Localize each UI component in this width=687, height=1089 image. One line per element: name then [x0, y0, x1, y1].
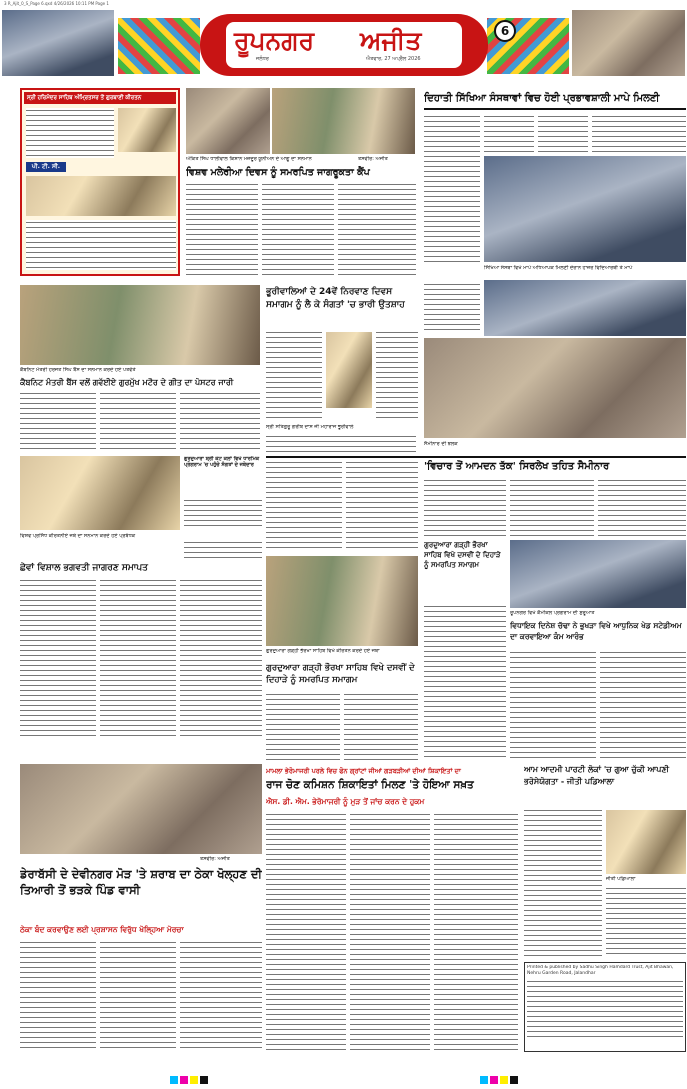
story5-headline-box [266, 286, 416, 324]
story13-portrait [606, 810, 686, 874]
story12-subheadline: ਐਸ. ਡੀ. ਐਮ. ਭੇਰੋਮਾਜਰੀ ਨੂੰ ਮੁੜ ਤੋਂ ਜਾਂਚ ਕਰਨ ਦੇ ਹੁਕਮ [266, 797, 425, 806]
story13-col2 [606, 886, 686, 958]
story9-col3 [266, 692, 340, 760]
story14-subheadline: ਠੇਕਾ ਬੰਦ ਕਰਵਾਉਣ ਲਈ ਪ੍ਰਸ਼ਾਸਨ ਵਿਰੁੱਧ ਖੋਲ੍ਹਿਆ ਮੋਰਚਾ [20, 925, 184, 934]
story5-col2 [376, 330, 418, 420]
story8-col1 [20, 578, 96, 738]
story6-col1 [424, 478, 506, 536]
magenta-swatch-2 [490, 1076, 498, 1084]
story9-col1 [266, 460, 342, 550]
magenta-swatch [180, 1076, 188, 1084]
imprint-lines [527, 979, 683, 1041]
story3-col1 [424, 114, 480, 264]
story14-headline-box [20, 866, 262, 922]
story2-headline: ਵਿਸ਼ਵ ਮਲੇਰੀਆ ਦਿਵਸ ਨੂੰ ਸਮਰਪਿਤ ਜਾਗਰੂਕਤਾ ਕੈਂਪ [186, 167, 370, 178]
story9-headline: ਗੁਰਦੁਆਰਾ ਗੜ੍ਹੀ ਭੌਰਖਾ ਸਾਹਿਬ ਵਿਖੇ ਦਸਵੀਂ ਦੇ ਦਿਹਾੜੇ ਨੂੰ ਸਮਰਪਿਤ ਸਮਾਗਮ [266, 663, 415, 685]
ptc-ad [20, 88, 180, 276]
story14-photo [20, 764, 262, 854]
story5-caption: ਸ੍ਰੀ ਸਤਿਗੁਰੂ ਗਰੀਬ ਦਾਸ ਜੀ ਮਹਾਰਾਜ ਭੂਰੀਵਾਲੇ [266, 424, 354, 430]
story3-caption: ਸਿੱਖਿਆ ਸੰਸਥਾ ਵਿਖੇ ਮਾਪੇ ਅਧਿਆਪਕ ਮਿਲਣੀ ਦੌਰਾਨ ਹਾਜ਼ਰ ਵਿਦਿਆਰਥੀ ਤੇ ਮਾਪੇ [484, 265, 633, 271]
story4-caption: ਕੈਬਨਿਟ ਮੰਤਰੀ ਹਰਜੋਤ ਸਿੰਘ ਬੈਂਸ ਦਾ ਸਨਮਾਨ ਕਰਦੇ ਹੋਏ ਪਤਵੰਤੇ [20, 367, 136, 373]
story1-photo-a [186, 88, 270, 154]
story13-caption: ਜੀਤੀ ਪਡਿਆਲਾ [606, 876, 636, 882]
story9-col2 [346, 460, 418, 550]
story11-headline: ਵਿਧਾਇਕ ਦਿਨੇਸ਼ ਚੱਢਾ ਨੇ ਭੁਖੜਾ ਵਿਖੇ ਆਧੁਨਿਕ ਖੇਡ ਸਟੇਡੀਅਮ ਦਾ ਕਰਵਾਇਆ ਕੰਮ ਆਰੰਭ [510, 621, 682, 641]
story5-col3 [266, 434, 416, 454]
edition-date: ਐਤਵਾਰ, 27 ਅਪ੍ਰੈਲ 2026 [366, 56, 421, 62]
story3-photo [484, 156, 686, 262]
ad-text-2 [26, 220, 176, 270]
story7-caption: ਵਿਸ਼ਵ ਪ੍ਰਸਿੱਧ ਕੀਰਤਨੀਏ ਜਥੇ ਦਾ ਸਨਮਾਨ ਕਰਦੇ ਹੋਏ ਪ੍ਰਬੰਧਕ [20, 533, 136, 539]
story6-caption: ਸੈਮੀਨਾਰ ਦੀ ਝਲਕ [424, 441, 458, 447]
ad-temple-image [118, 108, 176, 152]
story10-title: ਗੁਰਦੁਆਰਾ ਗੜ੍ਹੀ ਭੌਰਖਾ ਸਾਹਿਬ ਵਿਖੇ ਦਸਵੀਂ ਦੇ ਦਿਹਾੜੇ ਨੂੰ ਸਮਰਪਿਤ ਸਮਾਗਮ [424, 541, 501, 569]
story12-col3 [434, 812, 518, 1052]
story6-text-top [424, 282, 480, 330]
story9-col4 [344, 692, 418, 760]
story8-headline: ਛੇਵਾਂ ਵਿਸ਼ਾਲ ਭਗਵਤੀ ਜਾਗਰਣ ਸਮਾਪਤ [20, 563, 148, 573]
print-slug: 3 R_Ajit_0_S_Page 6.qxd 4/26/2026 10:11 PM Page 1 [4, 1, 109, 6]
yellow-swatch-2 [500, 1076, 508, 1084]
black-swatch-2 [510, 1076, 518, 1084]
ad-label: ਪੀ. ਟੀ. ਸੀ. [26, 162, 66, 172]
story12-col2 [350, 812, 430, 1052]
story4-headline: ਕੈਬਨਿਟ ਮੰਤਰੀ ਬੈਂਸ ਵਲੋਂ ਗਵੱਈਏ ਗੁਰਮੁੱਖ ਮਟੌਰ ਦੇ ਗੀਤ ਦਾ ਪੋਸਟਰ ਜਾਰੀ [20, 378, 234, 387]
imprint-text: Printed & published by Sadhu Singh Hamdard Trust, Ajit Bhawan, Nehru Garden Road, Jalandhar [527, 965, 674, 976]
story11-caption: ਰੂਪਨਗਰ ਵਿਖੇ ਕੈਮੀਕਲ ਪ੍ਰੋਗਰਾਮ ਦੀ ਸ਼ੁਰੂਆਤ [510, 610, 595, 616]
cyan-swatch [170, 1076, 178, 1084]
story3-col3 [538, 114, 588, 154]
story5-col1 [266, 330, 322, 420]
story3-col4 [592, 114, 686, 154]
story11-col1 [510, 650, 596, 760]
story9-caption: ਗੁਰਦੁਆਰਾ ਗੜ੍ਹੀ ਭੌਰਖਾ ਸਾਹਿਬ ਵਿਖੇ ਕੀਰਤਨ ਕਰਦੇ ਹੋਏ ਜਥਾ [266, 648, 380, 654]
story7-col [184, 498, 262, 530]
story1-caption: ਅੰਕਿਤ ਸਿੰਘ ਧਾਲੀਵਾਲ ਕਿਸ਼ਾਨ ਮਜ਼ਦੂਰ ਯੂਨੀਅਨ ਦੇ ਆਗੂ ਦਾ ਸਨਮਾਨ [186, 156, 312, 162]
ad-heading: ਸ੍ਰੀ ਹਰਿਮੰਦਰ ਸਾਹਿਬ ਅੰਮ੍ਰਿਤਸਰ ਤੋਂ ਗੁਰਬਾਣੀ ਕੀਰਤਨ [24, 92, 176, 104]
story12-col1 [266, 812, 346, 1052]
story11-photo [510, 540, 686, 608]
masthead-banner [200, 14, 488, 76]
story14-col2 [100, 940, 176, 1052]
story6-photo [424, 338, 686, 438]
story6-col2 [510, 478, 594, 536]
story2-col3 [338, 182, 416, 278]
story4-col3 [180, 391, 260, 451]
story5-saint-photo [326, 332, 372, 408]
story7-title: ਗੁਰਦੁਆਰਾ ਸ਼੍ਰੀ ਕੋਟ ਕਲਾਂ ਵਿਖੇ ਧਾਰਮਿਕ ਪ੍ਰੋਗਰਾਮ 'ਚ ਪਹੁੰਚੇ ਸੰਗਤਾਂ ਦੇ ਜਥੇਦਾਰ [184, 456, 260, 468]
story7-photo [20, 456, 180, 530]
paper-name: ਅਜੀਤ [360, 26, 422, 55]
story8-col3 [180, 578, 262, 738]
story13-headline-box [524, 764, 686, 804]
story7-title-box [184, 456, 262, 496]
story4-col2 [100, 391, 176, 451]
imprint-box [524, 962, 686, 1052]
divider [266, 456, 686, 458]
city-name: ਰੂਪਨਗਰ [234, 26, 315, 55]
story10-title-box [424, 540, 506, 602]
story1-photo-b [272, 88, 415, 154]
yellow-swatch [190, 1076, 198, 1084]
story13-col1 [524, 808, 602, 958]
story14-col3 [180, 940, 262, 1052]
register-bar [0, 1070, 687, 1089]
page-number: 6 [494, 20, 516, 42]
story4-col1 [20, 391, 96, 451]
story14-caption: ਤਸਵੀਰ: ਅਜੀਤ [200, 856, 230, 862]
masthead [0, 8, 687, 82]
cyan-swatch-2 [480, 1076, 488, 1084]
story3-headline: ਦਿਹਾਤੀ ਸਿੱਖਿਆ ਸੰਸਥਾਵਾਂ ਵਿਚ ਹੋਈ ਪ੍ਰਭਾਵਸ਼ਾਲੀ ਮਾਪੇ ਮਿਲਣੀ [424, 88, 686, 110]
story10-col [424, 604, 506, 760]
masthead-pattern-left [118, 18, 200, 74]
story12-kicker: ਮਾਮਲਾ ਭੇਰੋਮਾਜਰੀ ਪਰਲੇ ਵਿਚ ਫੋਨ ਗ੍ਰਾਂਟਾਂ ਜੀਆਂ ਗੜਬੜੀਆਂ ਦੀਆਂ ਸ਼ਿਕਾਇਤਾਂ ਦਾ [266, 767, 461, 775]
story12-headline: ਰਾਜ ਚੋਣ ਕਮਿਸ਼ਨ ਸ਼ਿਕਾਇਤਾਂ ਮਿਲਣ 'ਤੇ ਹੋਇਆ ਸਖ਼ਤ [266, 779, 474, 791]
story13-headline: ਆਮ ਆਦਮੀ ਪਾਰਟੀ ਲੋਕਾਂ 'ਚ ਗੁਆ ਚੁੱਕੀ ਆਪਣੀ ਭਰੋਸੇਯੋਗਤਾ - ਜੀਤੀ ਪਡਿਆਲਾ [524, 765, 670, 786]
story11-headline-box [510, 620, 686, 648]
story14-headline: ਡੇਰਾਬੱਸੀ ਦੇ ਦੇਵੀਨਗਰ ਮੋੜ 'ਤੇ ਸ਼ਰਾਬ ਦਾ ਠੇਕਾ ਖੋਲ੍ਹਣ ਦੀ ਤਿਆਰੀ ਤੋਂ ਭੜਕੇ ਪਿੰਡ ਵਾਸੀ [20, 867, 262, 897]
masthead-left-photo [2, 10, 114, 76]
story1-caption-credit: ਤਸਵੀਰ: ਅਜੀਤ [358, 156, 388, 162]
story4-photo [20, 285, 260, 365]
masthead-inner [226, 22, 462, 68]
story14-col1 [20, 940, 96, 1052]
story8-col2 [100, 578, 176, 738]
masthead-tagline: ਜਲੰਧਰ [256, 56, 269, 62]
story6-photo-top [484, 280, 686, 336]
ad-golden-temple [26, 176, 176, 216]
story9-photo [266, 556, 418, 646]
story3-col2 [484, 114, 534, 154]
story7-col2 [184, 540, 262, 560]
story5-headline: ਭੂਰੀਵਾਲਿਆਂ ਦੇ 24ਵੇਂ ਨਿਰਵਾਣ ਦਿਵਸ ਸਮਾਗਮ ਨੂੰ ਲੈ ਕੇ ਸੰਗਤਾਂ 'ਚ ਭਾਰੀ ਉਤਸ਼ਾਹ [266, 287, 405, 310]
story2-col1 [186, 182, 258, 278]
masthead-right-photo [572, 10, 685, 76]
black-swatch [200, 1076, 208, 1084]
ad-text [26, 108, 114, 158]
story6-col3 [598, 478, 686, 536]
story9-headline-box [266, 662, 418, 688]
story2-col2 [262, 182, 334, 278]
story6-headline: 'ਵਿਚਾਰ ਤੋਂ ਆਮਦਨ ਤੱਕ' ਸਿਰਲੇਖ ਤਹਿਤ ਸੈਮੀਨਾਰ [424, 461, 610, 472]
story11-col2 [600, 650, 686, 760]
